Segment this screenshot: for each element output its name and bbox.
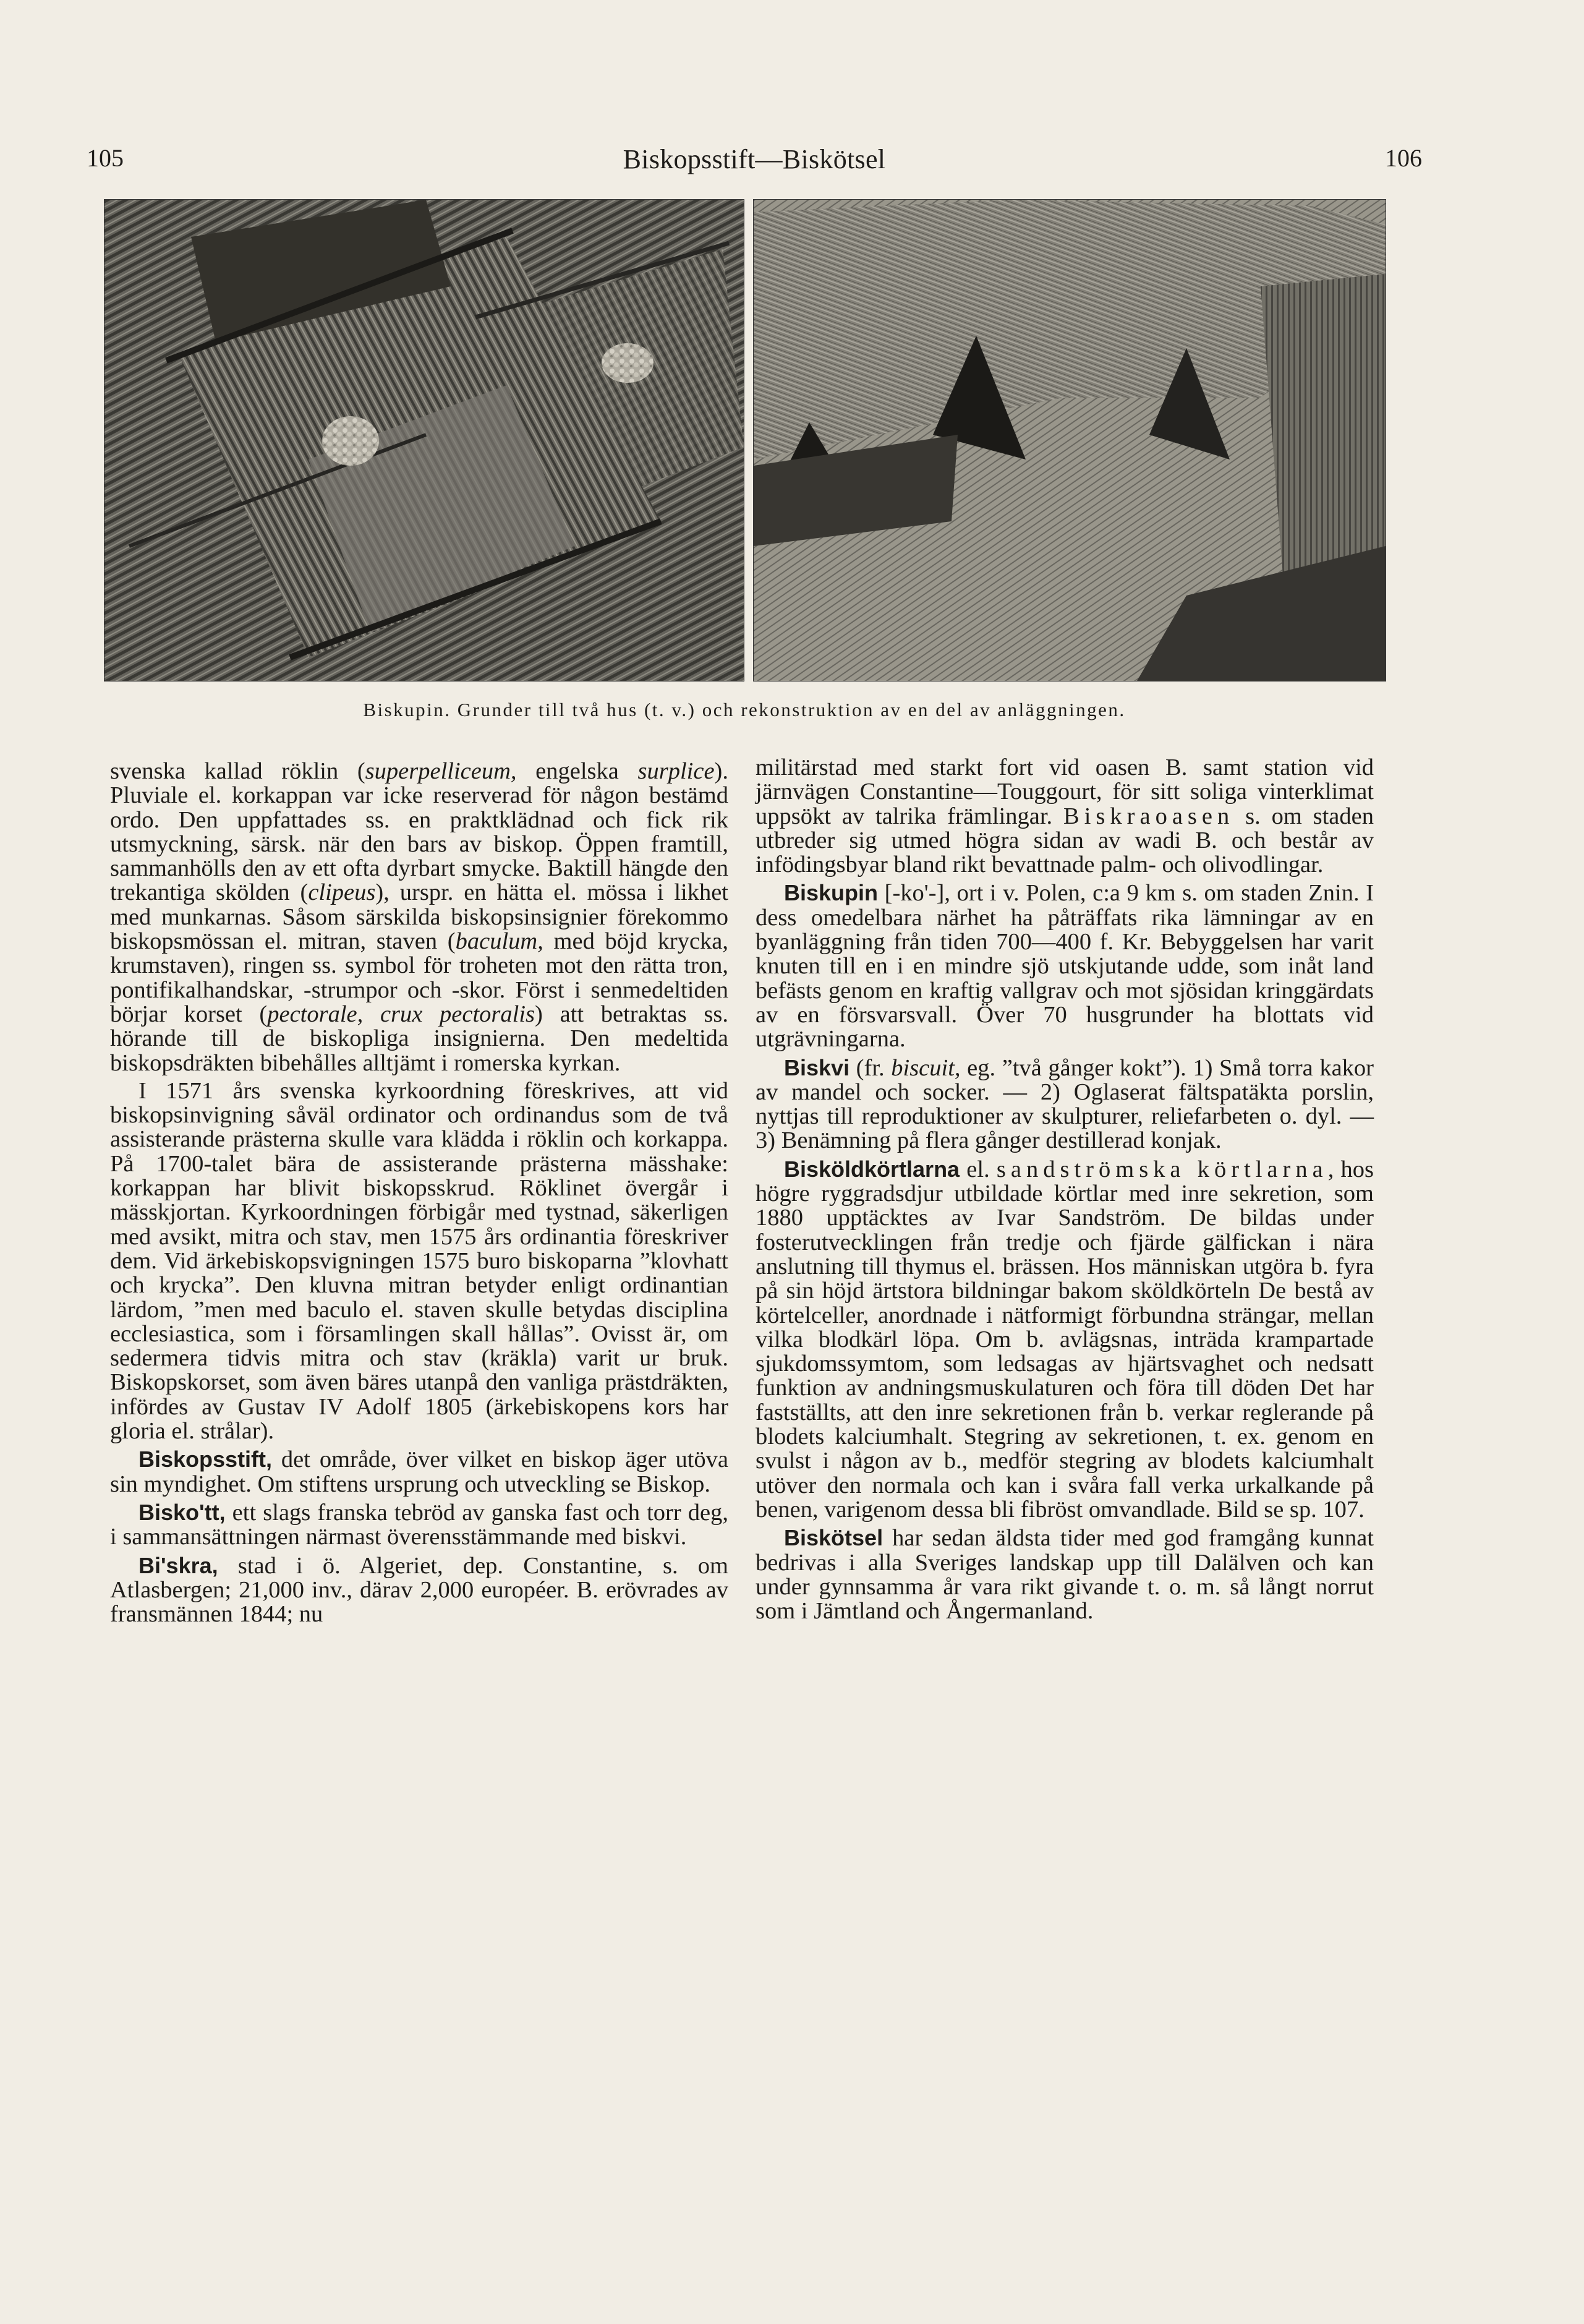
figure-caption: Biskupin. Grunder till två hus (t. v.) och rekonstruktion av en del av anläggningen. [363,699,1126,720]
headword-biskvi: Biskvi [784,1054,850,1080]
entry-biskoldkortlarna: Bisköldkörtlarna el. sandströmska körtlarna, hos högre ryggradsdjur utbildade körtlar med inre sekretion, som 1880 upptäcktes av Ivar Sandström. De bildas under fosterutvecklingen från tredje och fjärde gälfickan i nära anslutning till thymus el. brässen. Hos människan utgöra b. fyra på sin höjd ärtstora bildningar bakom sköldkörteln De bestå av körtelceller, anordnade i nätformigt förbundna strängar, mellan vilka blodkärl löpa. Om b. avlägsnas, inträda krampartade sjukdomssymtom, som ledsagas av hjärtsvaghet och nedsatt funktion av andningsmuskulaturen och föra till döden Det har fastställts, att den inre sekretionen från b. verkar reglerande på blodets kalciumhalt. Stegring av sekretionen, t. ex. genom en svulst i någon av b., medför stegring av blodets kalciumhalt utöver den normala och kan i svåra fall verka urkalkande på benen, varigenom dessa bli fibröst omvandlade. Bild se sp. 107. [756,1156,1374,1523]
running-head: Biskopsstift—Biskötsel [623,144,886,174]
photo-reconstruction [753,199,1386,681]
text-column-left [110,759,728,1626]
text-column-right [756,756,1374,1623]
headword-biskra: Bi'skra, [138,1552,218,1578]
photo-house-foundations-image [104,200,744,681]
entry-biskotsel: Biskötsel har sedan äldsta tider med god framgång kunnat bedrivas i alla Sveriges landskap upp till Dalälven och kan under gynnsamma år vara rikt givande t. o. m. så långt norrut som i Jämtland och Ångermanland. [756,1525,1374,1625]
headword-biskotsel: Biskötsel [784,1525,884,1551]
headword-biskupin: Biskupin [784,880,879,906]
entry-biskra: Bi'skra, stad i ö. Algeriet, dep. Constantine, s. om Atlasbergen; 21,000 inv., därav 2,000 européer. B. erövrades av fransmännen 1844; nu [110,1552,728,1628]
photo-reconstruction-image [754,200,1386,681]
page-header [87,143,1422,187]
entry-biskvi: Biskvi (fr. biscuit, eg. ”två gånger kokt”). 1) Små torra kakor av mandel och socker. — 2) Oglaserat fältspatäkta porslin, nyttjas till reproduktioner av skulpturer, reliefarbeten o. dyl. — 3) Benämning på flera gånger destillerad konjak. [756,1054,1374,1154]
headword-biskoldkortlarna: Bisköldkörtlarna [784,1156,960,1182]
headword-biskott: Bisko'tt, [138,1499,226,1525]
photo-house-foundations [104,199,744,681]
paragraph-kyrkoordning: I 1571 års svenska kyrkoordning föreskrives, att vid biskopsinvigning såväl ordinator och ordinandus som de två assisterande prästerna skulle vara klädda i röklin och korkappa. På 1700-talet bära de assisterande prästerna mässhake: korkappan har blivit biskopsskrud. Röklinet övergår i mässkjortan. Kyrkoordningen förbigår med tystnad, säkerligen med avsikt, mitra och stav, men 1575 års ordinantia föreskriver dem. Vid ärkebiskopsvigningen 1575 buro biskoparna ”klovhatt och krycka”. Den kluvna mitran betyder enligt ordinantian lärdom, ”men med baculo el. staven skulle betydas disciplina ecclesiastica, som i församlingen skall hållas”. Ovisst är, om sedermera tidvis mitra och stav (kräkla) varit ur bruk. Biskopskorset, som även bäres utanpå den vanliga prästdräkten, infördes av Gustav IV Adolf 1805 (ärkebiskopens kors har gloria el. strålar). [110,1077,728,1445]
entry-biskra-continued: militärstad med starkt fort vid oasen B. samt station vid järnvägen Constantine—Touggourt, för sitt soliga vinterklimat uppsökt av talrika främlingar. Biskraoasen s. om staden utbreder sig utmed högra sidan av wadi B. och består av infödingsbyar bland rikt bevattnade palm- och olivodlingar. [756,754,1374,878]
headword-biskopsstift: Biskopsstift, [138,1446,273,1472]
entry-biskott: Bisko'tt, ett slags franska tebröd av ganska fast och torr deg, i sammansättningen närmast överensstämmande med biskvi. [110,1499,728,1550]
entry-biskupin: Biskupin [-ko'-], ort i v. Polen, c:a 9 km s. om staden Znin. I dess omedelbara närhet ha påträffats rika lämningar av en byanläggning från tiden 700—400 f. Kr. Bebyggelsen har varit knuten till en i en mindre sjö utskjutande udde, som inåt land befästs genom en kraftig vallgrav och mot sjösidan kringgärdats av en försvarsvall. Över 70 husgrunder ha blottats vid utgrävningarna. [756,880,1374,1053]
entry-biskopsstift: Biskopsstift, det område, över vilket en biskop äger utöva sin myndighet. Om stiftens ursprung och utveckling se Biskop. [110,1446,728,1497]
page-number-right: 106 [1385,144,1422,172]
paragraph-liturgical-vestments: svenska kallad röklin (superpelliceum, engelska surplice). Pluviale el. korkappan var icke reserverad för någon bestämd ordo. Den uppfattades ss. en praktklädnad och fick rik utsmyckning, särsk. när den bars av biskop. Öppen framtill, sammanhölls den av ett ofta dyrbart smycke. Baktill hängde den trekantiga skölden (clipeus), urspr. en hätta el. mössa i likhet med munkarnas. Såsom särskilda biskopsinsignier förekommo biskopsmössan el. mitran, staven (baculum, med böjd krycka, krumstaven), ringen ss. symbol för troheten mot den rätta tron, pontifikalhandskar, -strumpor och -skor. Först i senmedeltiden börjar korset (pectorale, crux pectoralis) att betraktas ss. hörande till de biskopliga insignierna. Den medeltida biskopsdräkten bibehålles alltjämt i romerska kyrkan. [110,758,729,1076]
page-number-left: 105 [87,144,124,172]
